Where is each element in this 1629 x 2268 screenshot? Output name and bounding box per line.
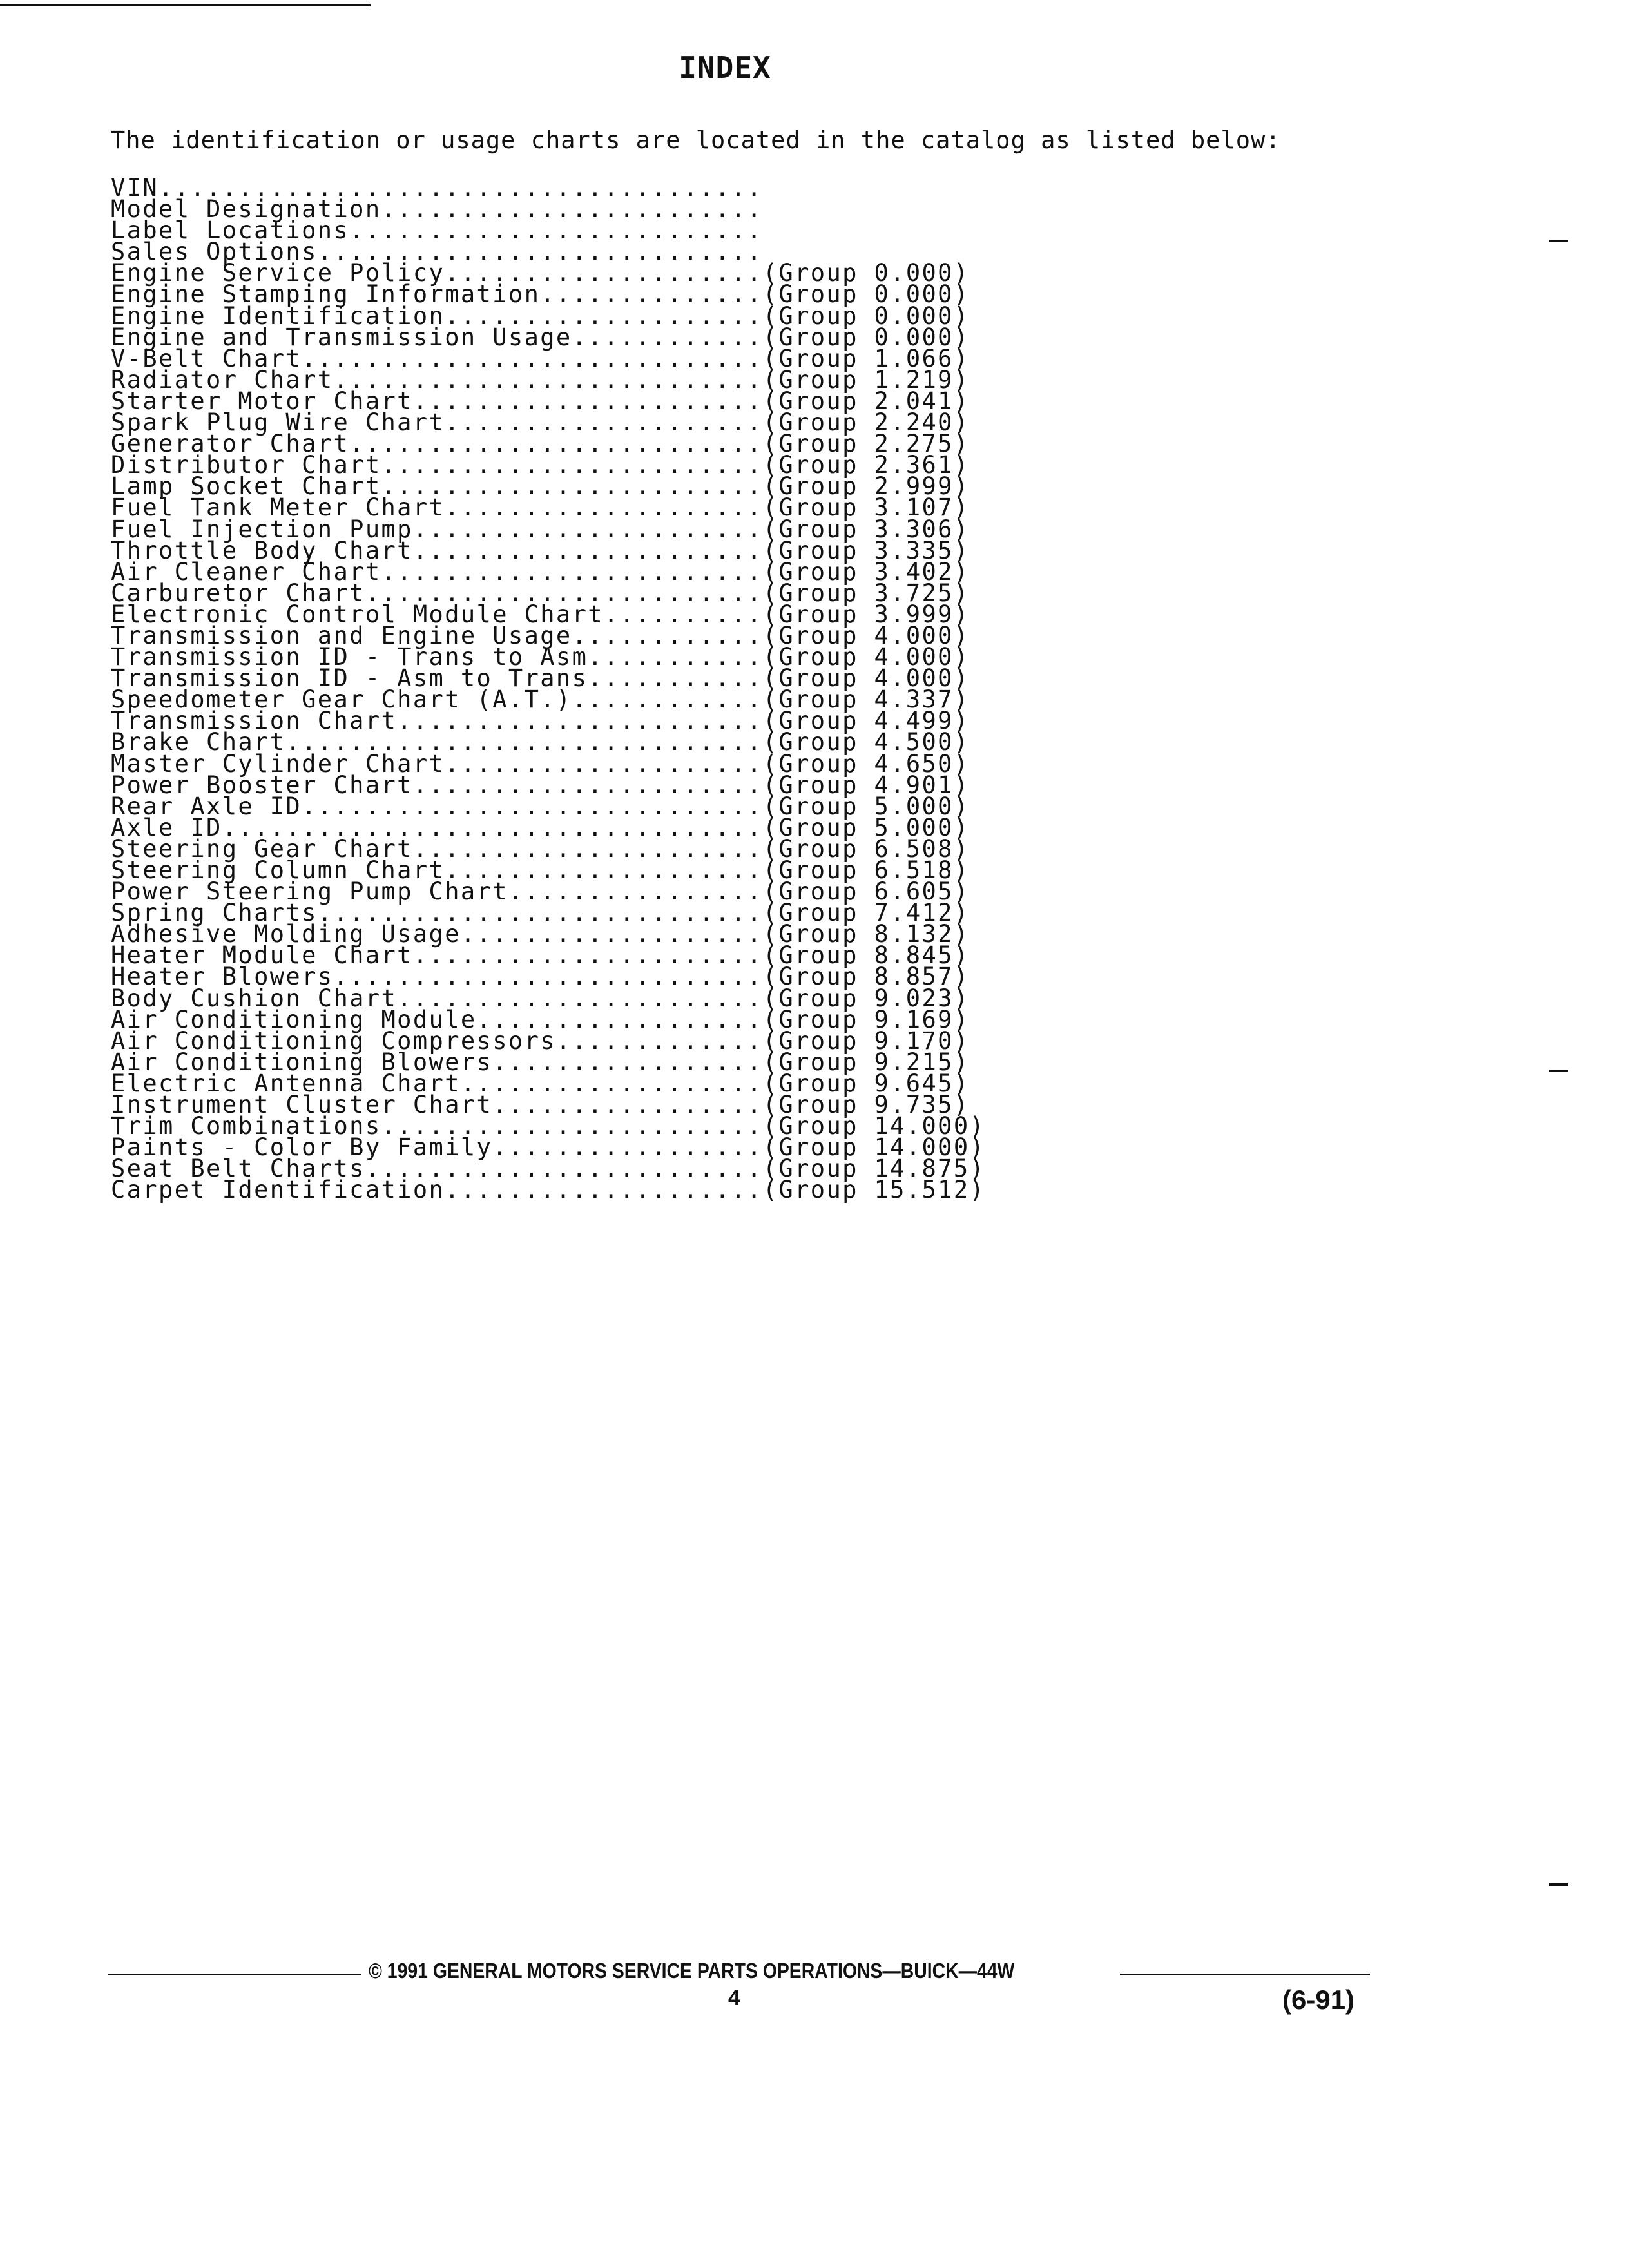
entry-group: (Group 4.650) [762, 749, 970, 778]
entry-label: Transmission Chart [111, 707, 398, 735]
margin-mark [1549, 1883, 1568, 1886]
dot-leader: .................... [445, 259, 763, 287]
entry-label: Body Cushion Chart [111, 984, 398, 1012]
entry-group: (Group 9.169) [762, 1005, 970, 1033]
dot-leader: ...................................... [159, 174, 763, 202]
entry-group: (Group 3.107) [762, 494, 970, 522]
entry-label: V-Belt Chart [111, 344, 302, 372]
dot-leader: ............ [572, 621, 763, 649]
entry-group: (Group 4.000) [762, 621, 970, 649]
entry-group: (Group 9.023) [762, 984, 970, 1012]
dot-leader: ............. [555, 1026, 763, 1055]
copyright-line: © 1991 GENERAL MOTORS SERVICE PARTS OPERATIONS—BUICK—44W [369, 1959, 1015, 1983]
intro-text: The identification or usage charts are located in the catalog as listed below: [111, 126, 1281, 154]
entry-group: (Group 9.215) [762, 1048, 970, 1076]
footer-rule-right [1120, 1974, 1370, 1975]
entry-label: Air Conditioning Compressors [111, 1026, 556, 1055]
dot-leader: .................... [445, 494, 763, 522]
entry-group: (Group 9.735) [762, 1091, 970, 1119]
dot-leader: .................... [445, 749, 763, 778]
entry-group: (Group 14.000) [762, 1133, 986, 1162]
entry-group: (Group 0.000) [762, 302, 970, 330]
margin-mark [1549, 1070, 1568, 1072]
entry-label: Air Conditioning Blowers [111, 1048, 493, 1076]
entry-group: (Group 8.857) [762, 963, 970, 991]
entry-group: (Group 2.275) [762, 430, 970, 458]
dot-leader: .................... [445, 302, 763, 330]
entry-label: Engine Identification [111, 302, 445, 330]
dot-leader: ...................... [412, 515, 763, 543]
entry-label: Transmission and Engine Usage [111, 621, 572, 649]
entry-label: Transmission ID - Asm to Trans [111, 664, 588, 693]
entry-label: Model Designation [111, 195, 381, 224]
dot-leader: ...................... [412, 387, 763, 415]
entry-group: (Group 14.000) [762, 1112, 986, 1140]
entry-label: Generator Chart [111, 430, 350, 458]
entry-label: Throttle Body Chart [111, 536, 413, 564]
entry-label: Fuel Tank Meter Chart [111, 494, 445, 522]
entry-label: Engine Stamping Information [111, 280, 541, 309]
entry-group: (Group 4.000) [762, 664, 970, 693]
dot-leader: ...................... [412, 536, 763, 564]
dot-leader: ................ [508, 878, 763, 906]
dot-leader: ............................. [302, 344, 763, 372]
entry-label: Paints - Color By Family [111, 1133, 493, 1162]
entry-group: (Group 3.999) [762, 600, 970, 628]
dot-leader: ................. [492, 1091, 763, 1119]
entry-label: Starter Motor Chart [111, 387, 413, 415]
entry-label: Instrument Cluster Chart [111, 1091, 493, 1119]
dot-leader: ............................. [302, 792, 763, 820]
entry-group: (Group 0.000) [762, 280, 970, 309]
page-number: 4 [728, 1986, 740, 2010]
entry-group: (Group 4.500) [762, 728, 970, 756]
dot-leader: .............. [540, 280, 763, 309]
dot-leader: ...................... [412, 771, 763, 799]
entry-group: (Group 2.361) [762, 451, 970, 479]
dot-leader: ........................ [381, 195, 763, 224]
entry-group: (Group 2.041) [762, 387, 970, 415]
entry-label: Electronic Control Module Chart [111, 600, 604, 628]
entry-group: (Group 6.518) [762, 856, 970, 884]
dot-leader: ...................... [412, 941, 763, 970]
entry-group: (Group 1.219) [762, 365, 970, 394]
dot-leader: .......................... [349, 430, 763, 458]
dot-leader: ....................... [397, 984, 763, 1012]
entry-label: Power Steering Pump Chart [111, 878, 508, 906]
entry-label: Steering Column Chart [111, 856, 445, 884]
entry-group: (Group 3.402) [762, 557, 970, 586]
entry-group: (Group 9.645) [762, 1069, 970, 1097]
entry-label: Heater Blowers [111, 963, 334, 991]
entry-label: Master Cylinder Chart [111, 749, 445, 778]
index-list [111, 174, 986, 1204]
entry-group: (Group 4.499) [762, 707, 970, 735]
date-code: (6-91) [1282, 1984, 1355, 2015]
dot-leader: ........................... [333, 365, 763, 394]
dot-leader: ............................ [317, 899, 763, 927]
entry-label: Brake Chart [111, 728, 286, 756]
dot-leader: .............................. [285, 728, 763, 756]
dot-leader: ........................... [333, 963, 763, 991]
entry-label: Engine and Transmission Usage [111, 323, 572, 351]
entry-label: Spring Charts [111, 899, 318, 927]
dot-leader: ........................ [381, 1112, 763, 1140]
entry-group: (Group 5.000) [762, 813, 970, 841]
dot-leader: ............ [572, 323, 763, 351]
dot-leader: ......................... [365, 1155, 763, 1183]
entry-group: (Group 8.845) [762, 941, 970, 970]
dot-leader: .................................. [222, 813, 763, 841]
entry-group: (Group 6.605) [762, 878, 970, 906]
dot-leader: ........................ [381, 472, 763, 501]
margin-mark [1549, 240, 1568, 242]
dot-leader: ........................ [381, 451, 763, 479]
entry-group: (Group 3.335) [762, 536, 970, 564]
dot-leader: ........... [588, 664, 763, 693]
entry-label: Sales Options [111, 238, 318, 266]
entry-group: (Group 5.000) [762, 792, 970, 820]
entry-label: Distributor Chart [111, 451, 381, 479]
dot-leader: ............ [572, 686, 763, 714]
entry-group: (Group 8.132) [762, 920, 970, 948]
entry-group: (Group 14.875) [762, 1155, 986, 1183]
dot-leader: ................. [492, 1133, 763, 1162]
entry-label: Lamp Socket Chart [111, 472, 381, 501]
entry-label: Rear Axle ID [111, 792, 302, 820]
entry-label: Trim Combinations [111, 1112, 381, 1140]
dot-leader: ...................... [412, 834, 763, 863]
entry-label: Spark Plug Wire Chart [111, 408, 445, 437]
entry-label: Air Cleaner Chart [111, 557, 381, 586]
entry-label: Carpet Identification [111, 1176, 445, 1204]
entry-label: Steering Gear Chart [111, 834, 413, 863]
entry-label: Electric Antenna Chart [111, 1069, 461, 1097]
entry-group: (Group 3.306) [762, 515, 970, 543]
top-rule [0, 4, 371, 6]
entry-group: (Group 7.412) [762, 899, 970, 927]
entry-label: Label Locations [111, 216, 350, 245]
page-title: INDEX [679, 50, 771, 85]
entry-label: Heater Module Chart [111, 941, 413, 970]
entry-label: VIN [111, 174, 159, 202]
entry-group: (Group 0.000) [762, 323, 970, 351]
entry-label: Adhesive Molding Usage [111, 920, 461, 948]
entry-group: (Group 2.999) [762, 472, 970, 501]
dot-leader: .......................... [349, 216, 763, 245]
dot-leader: .................... [445, 856, 763, 884]
dot-leader: ............................ [317, 238, 763, 266]
entry-label: Power Booster Chart [111, 771, 413, 799]
dot-leader: ....................... [397, 707, 763, 735]
dot-leader: ........................ [381, 557, 763, 586]
entry-label: Transmission ID - Trans to Asm [111, 643, 588, 671]
entry-group: (Group 6.508) [762, 834, 970, 863]
entry-label: Fuel Injection Pump [111, 515, 413, 543]
entry-group: (Group 4.901) [762, 771, 970, 799]
dot-leader: .................. [476, 1005, 763, 1033]
index-entry [111, 1176, 986, 1204]
dot-leader: .................... [445, 1176, 763, 1204]
entry-group: (Group 3.725) [762, 579, 970, 607]
entry-label: Speedometer Gear Chart (A.T.) [111, 686, 572, 714]
entry-group: (Group 4.337) [762, 686, 970, 714]
entry-group: (Group 2.240) [762, 408, 970, 437]
dot-leader: .................... [445, 408, 763, 437]
entry-group: (Group 15.512) [762, 1176, 986, 1204]
entry-label: Engine Service Policy [111, 259, 445, 287]
entry-label: Axle ID [111, 813, 222, 841]
entry-group: (Group 1.066) [762, 344, 970, 372]
entry-label: Radiator Chart [111, 365, 334, 394]
entry-label: Air Conditioning Module [111, 1005, 477, 1033]
dot-leader: ................... [460, 920, 763, 948]
dot-leader: ................. [492, 1048, 763, 1076]
entry-group: (Group 4.000) [762, 643, 970, 671]
entry-group: (Group 9.170) [762, 1026, 970, 1055]
dot-leader: ......................... [365, 579, 763, 607]
dot-leader: ........... [588, 643, 763, 671]
dot-leader: ................... [460, 1069, 763, 1097]
entry-label: Seat Belt Charts [111, 1155, 365, 1183]
footer-rule-left [108, 1974, 361, 1975]
dot-leader: .......... [603, 600, 763, 628]
entry-label: Carburetor Chart [111, 579, 365, 607]
entry-group: (Group 0.000) [762, 259, 970, 287]
